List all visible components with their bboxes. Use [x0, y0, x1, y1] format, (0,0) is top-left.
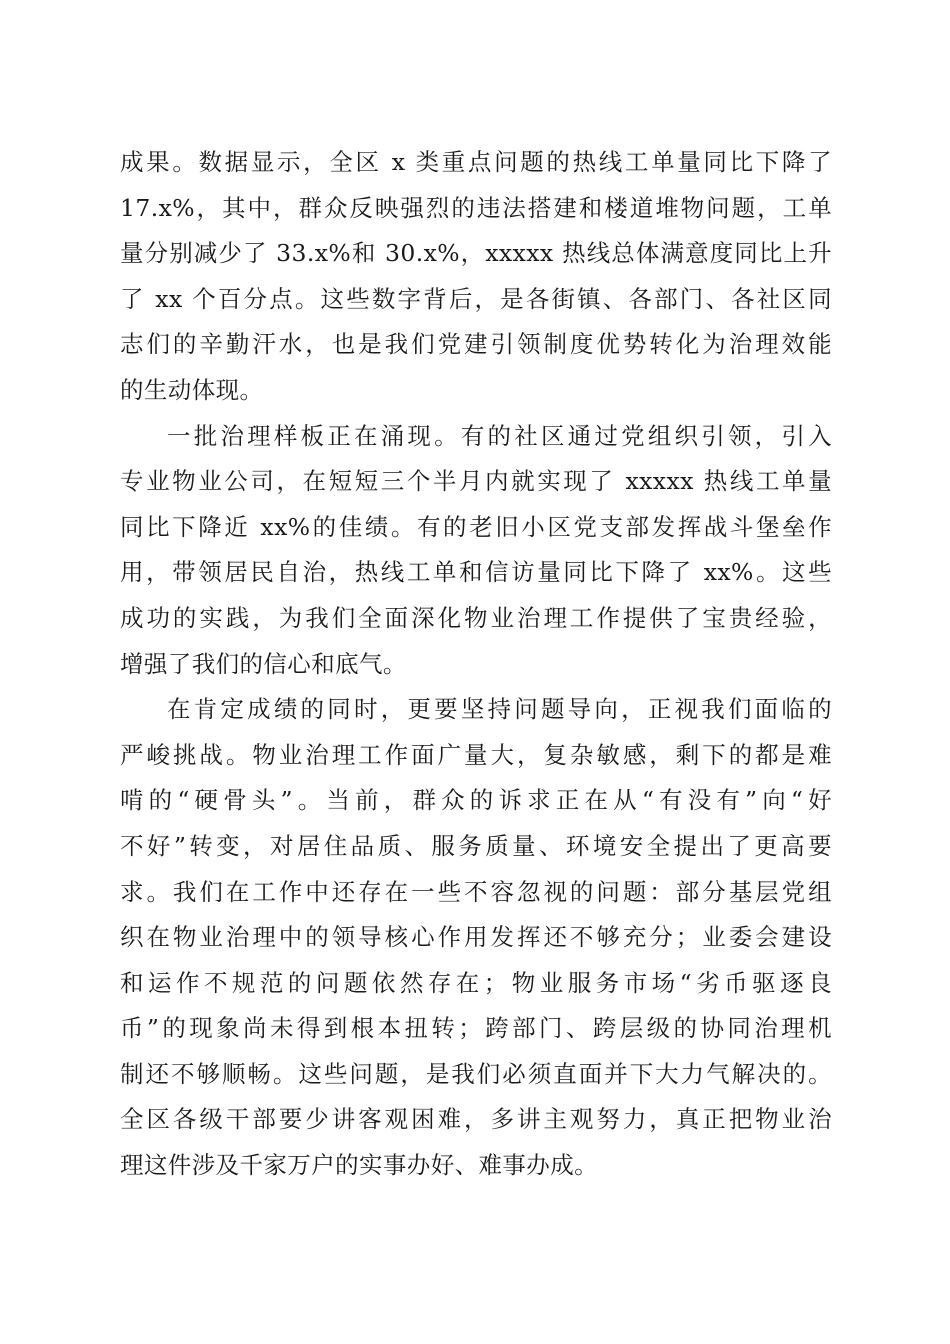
text-line: 的生动体现。 — [120, 375, 264, 404]
text-line: 在肯定成绩的同时，更要坚持问题导向，正视我们面临的 — [167, 695, 832, 724]
text-line: 和运作不规范的问题依然存在；物业服务市场“劣币驱逐良 — [120, 968, 832, 997]
text-line: 不好”转变，对居住品质、服务质量、环境安全提出了更高要 — [120, 831, 832, 860]
text-line: 求。我们在工作中还存在一些不容忽视的问题：部分基层党组 — [120, 877, 832, 906]
text-line: 制还不够顺畅。这些问题，是我们必须直面并下大力气解决的。 — [120, 1059, 832, 1088]
text-line: 同比下降近 xx%的佳绩。有的老旧小区党支部发挥战斗堡垒作 — [120, 512, 832, 541]
text-line: 一批治理样板正在涌现。有的社区通过党组织引领，引入 — [167, 421, 832, 450]
text-line: 成功的实践，为我们全面深化物业治理工作提供了宝贵经验， — [120, 603, 832, 632]
document-body — [120, 140, 832, 1189]
text-line: 币”的现象尚未得到根本扭转；跨部门、跨层级的协同治理机 — [120, 1014, 832, 1043]
text-line: 17.x%，其中，群众反映强烈的违法搭建和楼道堆物问题，工单 — [120, 193, 832, 222]
text-line: 成果。数据显示，全区 x 类重点问题的热线工单量同比下降了 — [120, 148, 832, 176]
text-line: 专业物业公司，在短短三个半月内就实现了 xxxxx 热线工单量 — [120, 467, 832, 496]
text-line: 量分别减少了 33.x%和 30.x%，xxxxx 热线总体满意度同比上升 — [120, 239, 832, 268]
text-line: 全区各级干部要少讲客观困难，多讲主观努力，真正把物业治 — [120, 1105, 832, 1134]
text-line: 增强了我们的信心和底气。 — [120, 649, 407, 678]
text-line: 理这件涉及千家万户的实事办好、难事办成。 — [120, 1151, 598, 1180]
text-line: 严峻挑战。物业治理工作面广量大，复杂敏感，剩下的都是难 — [120, 740, 832, 769]
text-line: 用，带领居民自治，热线工单和信访量同比下降了 xx%。这些 — [120, 558, 832, 587]
text-line: 了 xx 个百分点。这些数字背后，是各街镇、各部门、各社区同 — [120, 284, 832, 313]
text-line: 志们的辛勤汗水，也是我们党建引领制度优势转化为治理效能 — [120, 330, 832, 359]
text-line: 啃的“硬骨头”。当前，群众的诉求正在从“有没有”向“好 — [120, 786, 832, 815]
text-line: 织在物业治理中的领导核心作用发挥还不够充分；业委会建设 — [120, 923, 832, 952]
